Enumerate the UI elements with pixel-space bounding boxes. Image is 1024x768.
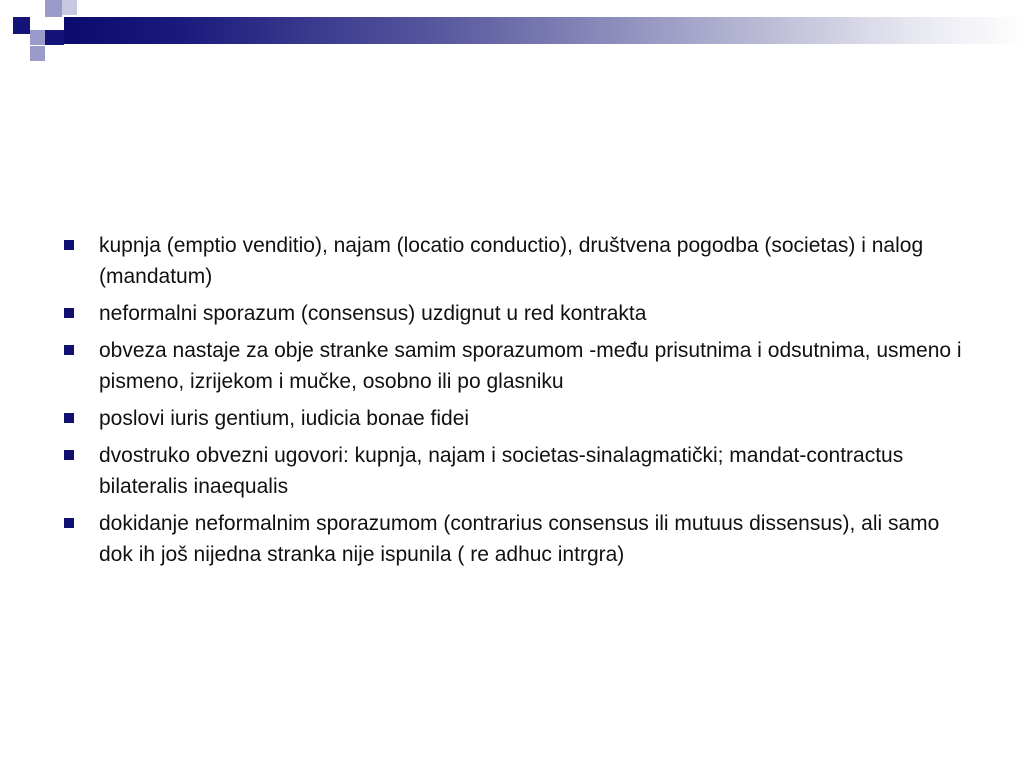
decor-square-light — [30, 30, 45, 45]
list-item — [64, 403, 974, 434]
bullet-text: dokidanje neformalnim sporazumom (contrarius consensus ili mutuus dissensus), ali samo dok ih još nijedna stranka nije ispunila ( re adhuc intrgra) — [99, 512, 940, 566]
square-bullet-icon — [64, 345, 74, 355]
list-item — [64, 440, 974, 502]
bullet-text: obveza nastaje za obje stranke samim sporazumom -među prisutnima i odsutnima, usmeno i pismeno, izrijekom i mučke, osobno ili po glasniku — [99, 339, 962, 393]
header-gradient-band — [64, 17, 1024, 44]
decor-square-light — [45, 0, 62, 17]
bullet-text: neformalni sporazum (consensus) uzdignut u red kontrakta — [99, 302, 647, 325]
bullet-text: kupnja (emptio venditio), najam (locatio conductio), društvena pogodba (societas) i nalog (mandatum) — [99, 234, 924, 288]
list-item — [64, 335, 974, 397]
square-bullet-icon — [64, 308, 74, 318]
decor-square-navy — [45, 30, 64, 45]
slide-content — [64, 230, 974, 576]
square-bullet-icon — [64, 450, 74, 460]
list-item — [64, 508, 974, 570]
list-item — [64, 298, 974, 329]
decor-square-light — [30, 46, 45, 61]
square-bullet-icon — [64, 240, 74, 250]
bullet-text: poslovi iuris gentium, iudicia bonae fidei — [99, 407, 470, 430]
list-item — [64, 230, 974, 292]
decor-square-pale — [62, 0, 77, 15]
decor-square-navy — [13, 17, 30, 34]
square-bullet-icon — [64, 413, 74, 423]
bullet-list — [64, 230, 974, 570]
bullet-text: dvostruko obvezni ugovori: kupnja, najam i societas-sinalagmatički; mandat-contractus bilateralis inaequalis — [99, 444, 904, 498]
square-bullet-icon — [64, 518, 74, 528]
